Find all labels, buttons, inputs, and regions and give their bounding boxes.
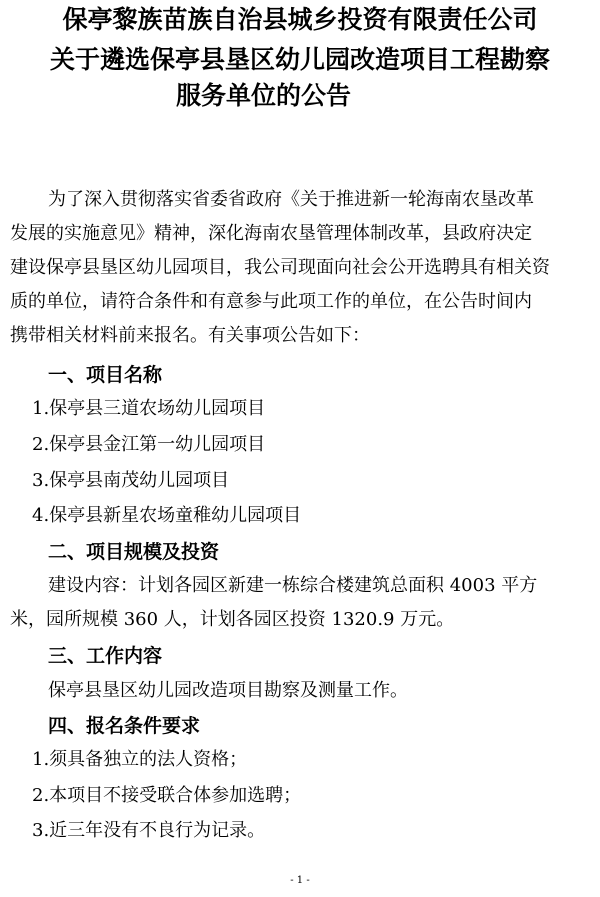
section-heading-work-content: 三、工作内容 (48, 645, 163, 667)
document-title-line-1: 保亭黎族苗族自治县城乡投资有限责任公司 (62, 5, 538, 34)
intro-line-5: 携带相关材料前来报名。有关事项公告如下： (10, 325, 370, 346)
section-heading-requirements: 四、报名条件要求 (48, 715, 201, 737)
section-heading-project-name: 一、项目名称 (48, 364, 163, 386)
page-number: - 1 - (290, 875, 310, 886)
document-title-line-3: 服务单位的公告 (176, 81, 352, 110)
requirement-item-1: 1.须具备独立的法人资格； (32, 749, 248, 770)
section-heading-scale-investment: 二、项目规模及投资 (48, 541, 220, 563)
requirement-item-2: 2.本项目不接受联合体参加选聘； (32, 785, 302, 806)
project-item-4: 4.保亭县新星农场童稚幼儿园项目 (32, 505, 302, 526)
scale-line-2: 米，园所规模 360 人，计划各园区投资 1320.9 万元。 (10, 609, 455, 630)
work-content-line: 保亭县垦区幼儿园改造项目勘察及测量工作。 (48, 680, 408, 701)
project-item-2: 2.保亭县金江第一幼儿园项目 (32, 434, 266, 455)
project-item-3: 3.保亭县南茂幼儿园项目 (32, 470, 230, 491)
intro-line-4: 质的单位，请符合条件和有意参与此项工作的单位，在公告时间内 (10, 291, 532, 312)
project-item-1: 1.保亭县三道农场幼儿园项目 (32, 398, 266, 419)
intro-line-1: 为了深入贯彻落实省委省政府《关于推进新一轮海南农垦改革 (48, 189, 534, 210)
document-title-line-2: 关于遴选保亭县垦区幼儿园改造项目工程勘察 (49, 45, 550, 74)
intro-line-3: 建设保亭县垦区幼儿园项目，我公司现面向社会公开选聘具有相关资 (10, 257, 550, 278)
intro-line-2: 发展的实施意见》精神，深化海南农垦管理体制改革，县政府决定 (10, 223, 532, 244)
requirement-item-3: 3.近三年没有不良行为记录。 (32, 820, 266, 841)
scale-line-1: 建设内容：计划各园区新建一栋综合楼建筑总面积 4003 平方 (48, 575, 538, 596)
